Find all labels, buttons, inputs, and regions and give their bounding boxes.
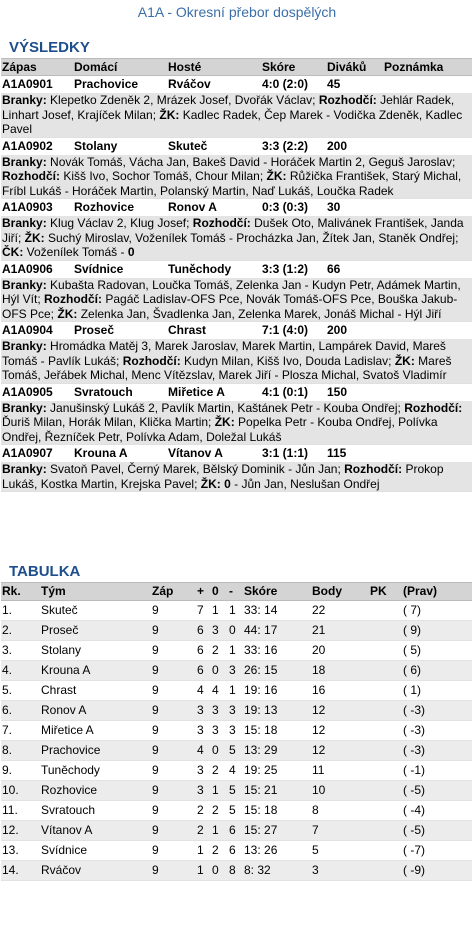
match-score: 3:1 (1:1): [262, 446, 309, 460]
match-id: A1A0907: [2, 446, 53, 460]
match-item: [1, 199, 472, 261]
cell-losses: 5: [229, 803, 236, 817]
detail-label: Branky:: [2, 216, 47, 230]
detail-text: - Jůn Jan, Neslušan Ondřej: [230, 476, 380, 491]
cell-played: 9: [152, 763, 159, 777]
standings-row: [1, 681, 472, 701]
detail-text: Kišš Ivo, Sochor Tomáš, Chour Milan;: [60, 169, 267, 183]
standings-row: [1, 821, 472, 841]
match-id: A1A0902: [2, 138, 53, 153]
cell-rank: 1.: [2, 603, 13, 617]
cell-points: 12: [312, 723, 326, 737]
cell-team: Vítanov A: [41, 823, 93, 837]
detail-label: ŽK:: [394, 353, 415, 368]
cell-team: Svratouch: [41, 803, 96, 817]
cell-prav: ( 5): [403, 643, 421, 657]
cell-prav: ( -5): [403, 823, 425, 837]
detail-text: Hromádka Matěj 3, Marek Jaroslav, Marek Martin, Lampárek David, Mareš Tomáš - Pavlík Lukáš;: [2, 339, 446, 368]
cell-rank: 13.: [2, 843, 19, 857]
detail-text: Dušek Oto, Malivánek František, Janda Jiří;: [2, 216, 464, 245]
match-away: Skuteč: [168, 138, 208, 153]
match-home: Prachovice: [74, 77, 139, 91]
cell-prav: ( -3): [403, 723, 425, 737]
cell-draws: 0: [212, 863, 219, 877]
match-away: Tuněchody: [168, 261, 232, 276]
standings-header-row: [1, 582, 472, 601]
standings-row: [1, 741, 472, 761]
match-detail: [1, 462, 472, 491]
detail-label: ŽK:: [200, 476, 221, 491]
cell-draws: 3: [212, 723, 219, 737]
detail-text: Kadlec Radek, Čep Marek - Vodička Zdeněk, Kadlec Pavel: [2, 107, 463, 136]
results-heading: VÝSLEDKY: [9, 39, 90, 56]
detail-label: Rozhodčí:: [192, 216, 251, 230]
cell-points: 12: [312, 703, 326, 717]
cell-score: 15: 21: [244, 783, 278, 797]
match-detail: [1, 93, 472, 137]
cell-wins: 2: [197, 823, 204, 837]
cell-prav: ( -3): [403, 703, 425, 717]
cell-played: 9: [152, 723, 159, 737]
cell-team: Svídnice: [41, 843, 88, 857]
match-score: 3:3 (1:2): [262, 261, 309, 276]
col-skore: Skóre: [262, 60, 296, 74]
cell-draws: 2: [212, 643, 219, 657]
col-score: Skóre: [244, 584, 278, 598]
match-score: 4:0 (2:0): [262, 77, 309, 91]
cell-losses: 1: [229, 643, 236, 657]
cell-prav: ( -4): [403, 803, 425, 817]
cell-prav: ( 6): [403, 663, 421, 677]
match-score: 0:3 (0:3): [262, 200, 309, 214]
match-row: [1, 138, 472, 155]
detail-text: Prokop Lukáš, Kostka Martin, Krejska Pavel;: [2, 462, 444, 491]
cell-wins: 4: [197, 683, 204, 697]
cell-wins: 1: [197, 863, 204, 877]
match-away: Chrast: [168, 323, 207, 337]
cell-played: 9: [152, 643, 159, 657]
detail-label: Rozhodčí:: [318, 93, 377, 107]
col-played: Záp: [152, 584, 174, 598]
match-score: 4:1 (0:1): [262, 384, 309, 399]
match-spectators: 30: [327, 200, 341, 214]
standings-row: [1, 661, 472, 681]
cell-team: Ronov A: [41, 703, 87, 717]
results-table: [1, 58, 472, 492]
match-spectators: 66: [327, 261, 341, 276]
cell-rank: 7.: [2, 723, 13, 737]
match-spectators: 200: [327, 323, 348, 337]
cell-rank: 3.: [2, 643, 13, 657]
match-detail: [1, 278, 472, 322]
cell-rank: 9.: [2, 763, 13, 777]
match-id: A1A0906: [2, 261, 53, 276]
detail-label: 0: [127, 245, 135, 259]
cell-prav: ( -1): [403, 763, 425, 777]
match-away: Miřetice A: [168, 384, 225, 399]
col-pk: PK: [370, 584, 387, 598]
match-home: Proseč: [74, 323, 115, 337]
cell-prav: ( -3): [403, 743, 425, 757]
standings-row: [1, 601, 472, 621]
detail-text: Jehlár Radek, Linhart Josef, Krajíček Milan;: [2, 93, 455, 122]
match-item: [1, 261, 472, 323]
cell-played: 9: [152, 863, 159, 877]
cell-losses: 3: [229, 723, 236, 737]
cell-played: 9: [152, 803, 159, 817]
detail-label: Rozhodčí:: [2, 169, 60, 183]
col-domaci: Domácí: [74, 60, 118, 74]
match-item: [1, 76, 472, 138]
cell-draws: 1: [212, 823, 219, 837]
cell-points: 12: [312, 743, 326, 757]
cell-points: 16: [312, 683, 326, 697]
cell-wins: 3: [197, 763, 204, 777]
cell-wins: 7: [197, 603, 204, 617]
detail-text: Pagáč Ladislav-OFS Pce, Novák Tomáš-OFS Pce, Bouška Jakub-OFS Pce;: [2, 292, 458, 321]
detail-label: Branky:: [2, 400, 47, 415]
match-item: [1, 138, 472, 200]
cell-prav: ( 9): [403, 623, 421, 637]
cell-draws: 3: [212, 703, 219, 717]
match-item: [1, 322, 472, 384]
cell-losses: 4: [229, 763, 236, 777]
cell-draws: 3: [212, 623, 219, 637]
detail-label: ŽK:: [214, 415, 235, 429]
cell-score: 19: 16: [244, 683, 278, 697]
cell-prav: ( -9): [403, 863, 425, 877]
match-row: [1, 76, 472, 93]
cell-score: 15: 18: [244, 803, 278, 817]
detail-text: Růžička František, Starý Michal, Fríbl Lukáš - Horáček Martin, Polanský Martin, Naď Lukáš, Loučka Radek: [2, 169, 462, 198]
cell-rank: 12.: [2, 823, 19, 837]
detail-label: Branky:: [2, 93, 47, 107]
match-row: [1, 445, 472, 462]
col-team: Tým: [41, 584, 66, 598]
cell-score: 8: 32: [244, 863, 271, 877]
cell-team: Prachovice: [41, 743, 101, 757]
detail-label: ŽK:: [159, 107, 180, 122]
detail-text: Novák Tomáš, Vácha Jan, Bakeš David - Horáček Martin 2, Geguš Jaroslav;: [46, 154, 456, 169]
detail-label: Branky:: [2, 462, 47, 476]
match-item: [1, 445, 472, 492]
standings-row: [1, 861, 472, 881]
cell-points: 3: [312, 863, 319, 877]
cell-losses: 3: [229, 663, 236, 677]
match-row: [1, 384, 472, 401]
cell-played: 9: [152, 603, 159, 617]
match-score: 3:3 (2:2): [262, 138, 309, 153]
results-header-row: [1, 58, 472, 76]
match-detail: [1, 216, 472, 260]
detail-text: Suchý Miroslav, Voženílek Tomáš - Procházka Jan, Žítek Jan, Staněk Ondřej;: [44, 230, 459, 245]
detail-label: Rozhodčí:: [404, 400, 463, 415]
cell-wins: 6: [197, 643, 204, 657]
cell-played: 9: [152, 823, 159, 837]
match-id: A1A0901: [2, 77, 53, 91]
cell-prav: ( 1): [403, 683, 421, 697]
cell-losses: 1: [229, 683, 236, 697]
cell-team: Rozhovice: [41, 783, 98, 797]
detail-label: Branky:: [2, 277, 47, 292]
cell-wins: 6: [197, 623, 204, 637]
cell-rank: 8.: [2, 743, 13, 757]
cell-wins: 6: [197, 663, 204, 677]
cell-team: Miřetice A: [41, 723, 94, 737]
cell-rank: 2.: [2, 623, 13, 637]
match-home: Stolany: [74, 138, 118, 153]
cell-losses: 3: [229, 703, 236, 717]
detail-label: Rozhodčí:: [44, 292, 103, 306]
cell-score: 15: 18: [244, 723, 278, 737]
cell-draws: 2: [212, 803, 219, 817]
cell-played: 9: [152, 663, 159, 677]
detail-text: Janušinský Lukáš 2, Pavlík Martin, Kaštánek Petr - Kouba Ondřej;: [46, 400, 405, 415]
match-id: A1A0903: [2, 200, 53, 214]
col-wins: +: [197, 584, 205, 598]
match-id: A1A0904: [2, 323, 53, 337]
cell-draws: 1: [212, 783, 219, 797]
standings-row: [1, 641, 472, 661]
cell-points: 21: [312, 623, 326, 637]
cell-team: Stolany: [41, 643, 82, 657]
match-row: [1, 199, 472, 216]
detail-text: Ďuriš Milan, Horák Milan, Klička Martin;: [2, 415, 215, 429]
match-home: Svídnice: [74, 261, 124, 276]
cell-score: 13: 26: [244, 843, 278, 857]
detail-label: ČK:: [2, 245, 24, 259]
standings-row: [1, 701, 472, 721]
cell-score: 19: 13: [244, 703, 278, 717]
match-away: Ronov A: [168, 200, 217, 214]
cell-losses: 5: [229, 743, 236, 757]
standings-row: [1, 781, 472, 801]
cell-wins: 3: [197, 723, 204, 737]
cell-points: 11: [312, 763, 325, 777]
cell-draws: 0: [212, 743, 219, 757]
cell-score: 19: 25: [244, 763, 278, 777]
cell-score: 15: 27: [244, 823, 278, 837]
match-score: 7:1 (4:0): [262, 323, 309, 337]
cell-rank: 14.: [2, 863, 19, 877]
match-item: [1, 384, 472, 446]
cell-rank: 6.: [2, 703, 13, 717]
standings-table: [1, 582, 472, 881]
cell-wins: 2: [197, 803, 204, 817]
cell-losses: 6: [229, 823, 236, 837]
col-hoste: Hosté: [168, 60, 202, 74]
page-title: A1A - Okresní přebor dospělých: [137, 4, 337, 20]
detail-text: Kudyn Milan, Kišš Ivo, Douda Ladislav;: [180, 353, 395, 368]
cell-draws: 1: [212, 603, 219, 617]
detail-text: Klepetko Zdeněk 2, Mrázek Josef, Dvořák Václav;: [46, 93, 319, 107]
cell-losses: 1: [229, 603, 236, 617]
standings-row: [1, 721, 472, 741]
cell-points: 22: [312, 603, 326, 617]
cell-score: 33: 14: [244, 603, 278, 617]
detail-label: Rozhodčí:: [122, 353, 181, 368]
cell-draws: 0: [212, 663, 219, 677]
cell-points: 18: [312, 663, 326, 677]
match-home: Krouna A: [74, 446, 128, 460]
cell-team: Tuněchody: [41, 763, 100, 777]
cell-played: 9: [152, 783, 159, 797]
match-list: [1, 76, 472, 492]
table-heading: TABULKA: [9, 563, 81, 580]
cell-losses: 0: [229, 623, 236, 637]
cell-points: 10: [312, 783, 326, 797]
standings-row: [1, 801, 472, 821]
cell-team: Rváčov: [41, 863, 82, 877]
cell-wins: 3: [197, 703, 204, 717]
match-detail: [1, 339, 472, 383]
cell-played: 9: [152, 703, 159, 717]
match-home: Rozhovice: [74, 200, 135, 214]
cell-wins: 4: [197, 743, 204, 757]
col-divaku: Diváků: [327, 60, 367, 74]
cell-losses: 6: [229, 843, 236, 857]
cell-points: 8: [312, 803, 319, 817]
match-away: Vítanov A: [168, 446, 223, 460]
cell-points: 5: [312, 843, 319, 857]
col-zapas: Zápas: [2, 60, 37, 74]
cell-score: 13: 29: [244, 743, 278, 757]
cell-losses: 5: [229, 783, 236, 797]
detail-label: Branky:: [2, 339, 47, 353]
detail-label: ŽK:: [266, 169, 287, 183]
detail-text: Mareš Tomáš, Jeřábek Michal, Menc Vítězslav, Marek Jiří - Plosza Michal, Svatoš Vladimír: [2, 353, 452, 382]
match-spectators: 45: [327, 77, 341, 91]
match-row: [1, 261, 472, 278]
col-draws: 0: [212, 584, 219, 598]
standings-row: [1, 621, 472, 641]
cell-score: 44: 17: [244, 623, 278, 637]
standings-row: [1, 761, 472, 781]
detail-label: Branky:: [2, 154, 47, 169]
cell-played: 9: [152, 683, 159, 697]
detail-text: Klug Václav 2, Klug Josef;: [46, 216, 193, 230]
match-detail: [1, 155, 472, 199]
cell-rank: 4.: [2, 663, 13, 677]
cell-rank: 5.: [2, 683, 13, 697]
cell-points: 7: [312, 823, 319, 837]
cell-played: 9: [152, 843, 159, 857]
detail-text: Svatoň Pavel, Černý Marek, Bělský Dominik - Jůn Jan;: [46, 462, 345, 476]
col-poznamka: Poznámka: [384, 60, 444, 74]
match-spectators: 150: [327, 384, 348, 399]
standings-rows: [1, 601, 472, 881]
standings-row: [1, 841, 472, 861]
detail-text: Zelenka Jan, Švadlenka Jan, Zelenka Marek, Jonáš Michal - Hýl Jiří: [77, 306, 442, 321]
cell-score: 26: 15: [244, 663, 278, 677]
match-row: [1, 322, 472, 339]
detail-label: ŽK:: [57, 306, 78, 321]
cell-prav: ( -7): [403, 843, 425, 857]
cell-points: 20: [312, 643, 326, 657]
cell-played: 9: [152, 623, 159, 637]
cell-prav: ( -5): [403, 783, 425, 797]
match-spectators: 115: [327, 446, 347, 460]
cell-losses: 8: [229, 863, 236, 877]
cell-rank: 10.: [2, 783, 19, 797]
col-points: Body: [312, 584, 342, 598]
col-rank: Rk.: [2, 584, 21, 598]
match-spectators: 200: [327, 138, 348, 153]
detail-text: Kubašta Radovan, Loučka Tomáš, Zelenka Jan - Kudyn Petr, Adámek Martin, Hýl Vít;: [2, 277, 461, 306]
cell-team: Skuteč: [41, 603, 78, 617]
detail-label: 0: [224, 476, 231, 491]
detail-text: Popelka Petr - Kouba Ondřej, Polívka Ondřej, Řezníček Petr, Polívka Adam, Doležal Lukáš: [2, 415, 438, 444]
cell-wins: 3: [197, 783, 204, 797]
cell-team: Chrast: [41, 683, 77, 697]
cell-played: 9: [152, 743, 159, 757]
col-losses: -: [229, 584, 233, 598]
cell-wins: 1: [197, 843, 204, 857]
match-home: Svratouch: [74, 384, 133, 399]
cell-prav: ( 7): [403, 603, 421, 617]
match-id: A1A0905: [2, 384, 53, 399]
detail-label: ŽK:: [24, 230, 45, 245]
match-detail: [1, 401, 472, 445]
cell-team: Proseč: [41, 623, 79, 637]
cell-draws: 4: [212, 683, 219, 697]
detail-label: Rozhodčí:: [344, 462, 403, 476]
detail-text: Voženílek Tomáš -: [23, 245, 128, 259]
cell-rank: 11.: [2, 803, 18, 817]
cell-team: Krouna A: [41, 663, 91, 677]
col-prav: (Prav): [403, 584, 438, 598]
match-away: Rváčov: [168, 77, 211, 91]
cell-draws: 2: [212, 843, 219, 857]
cell-draws: 2: [212, 763, 219, 777]
cell-score: 33: 16: [244, 643, 278, 657]
